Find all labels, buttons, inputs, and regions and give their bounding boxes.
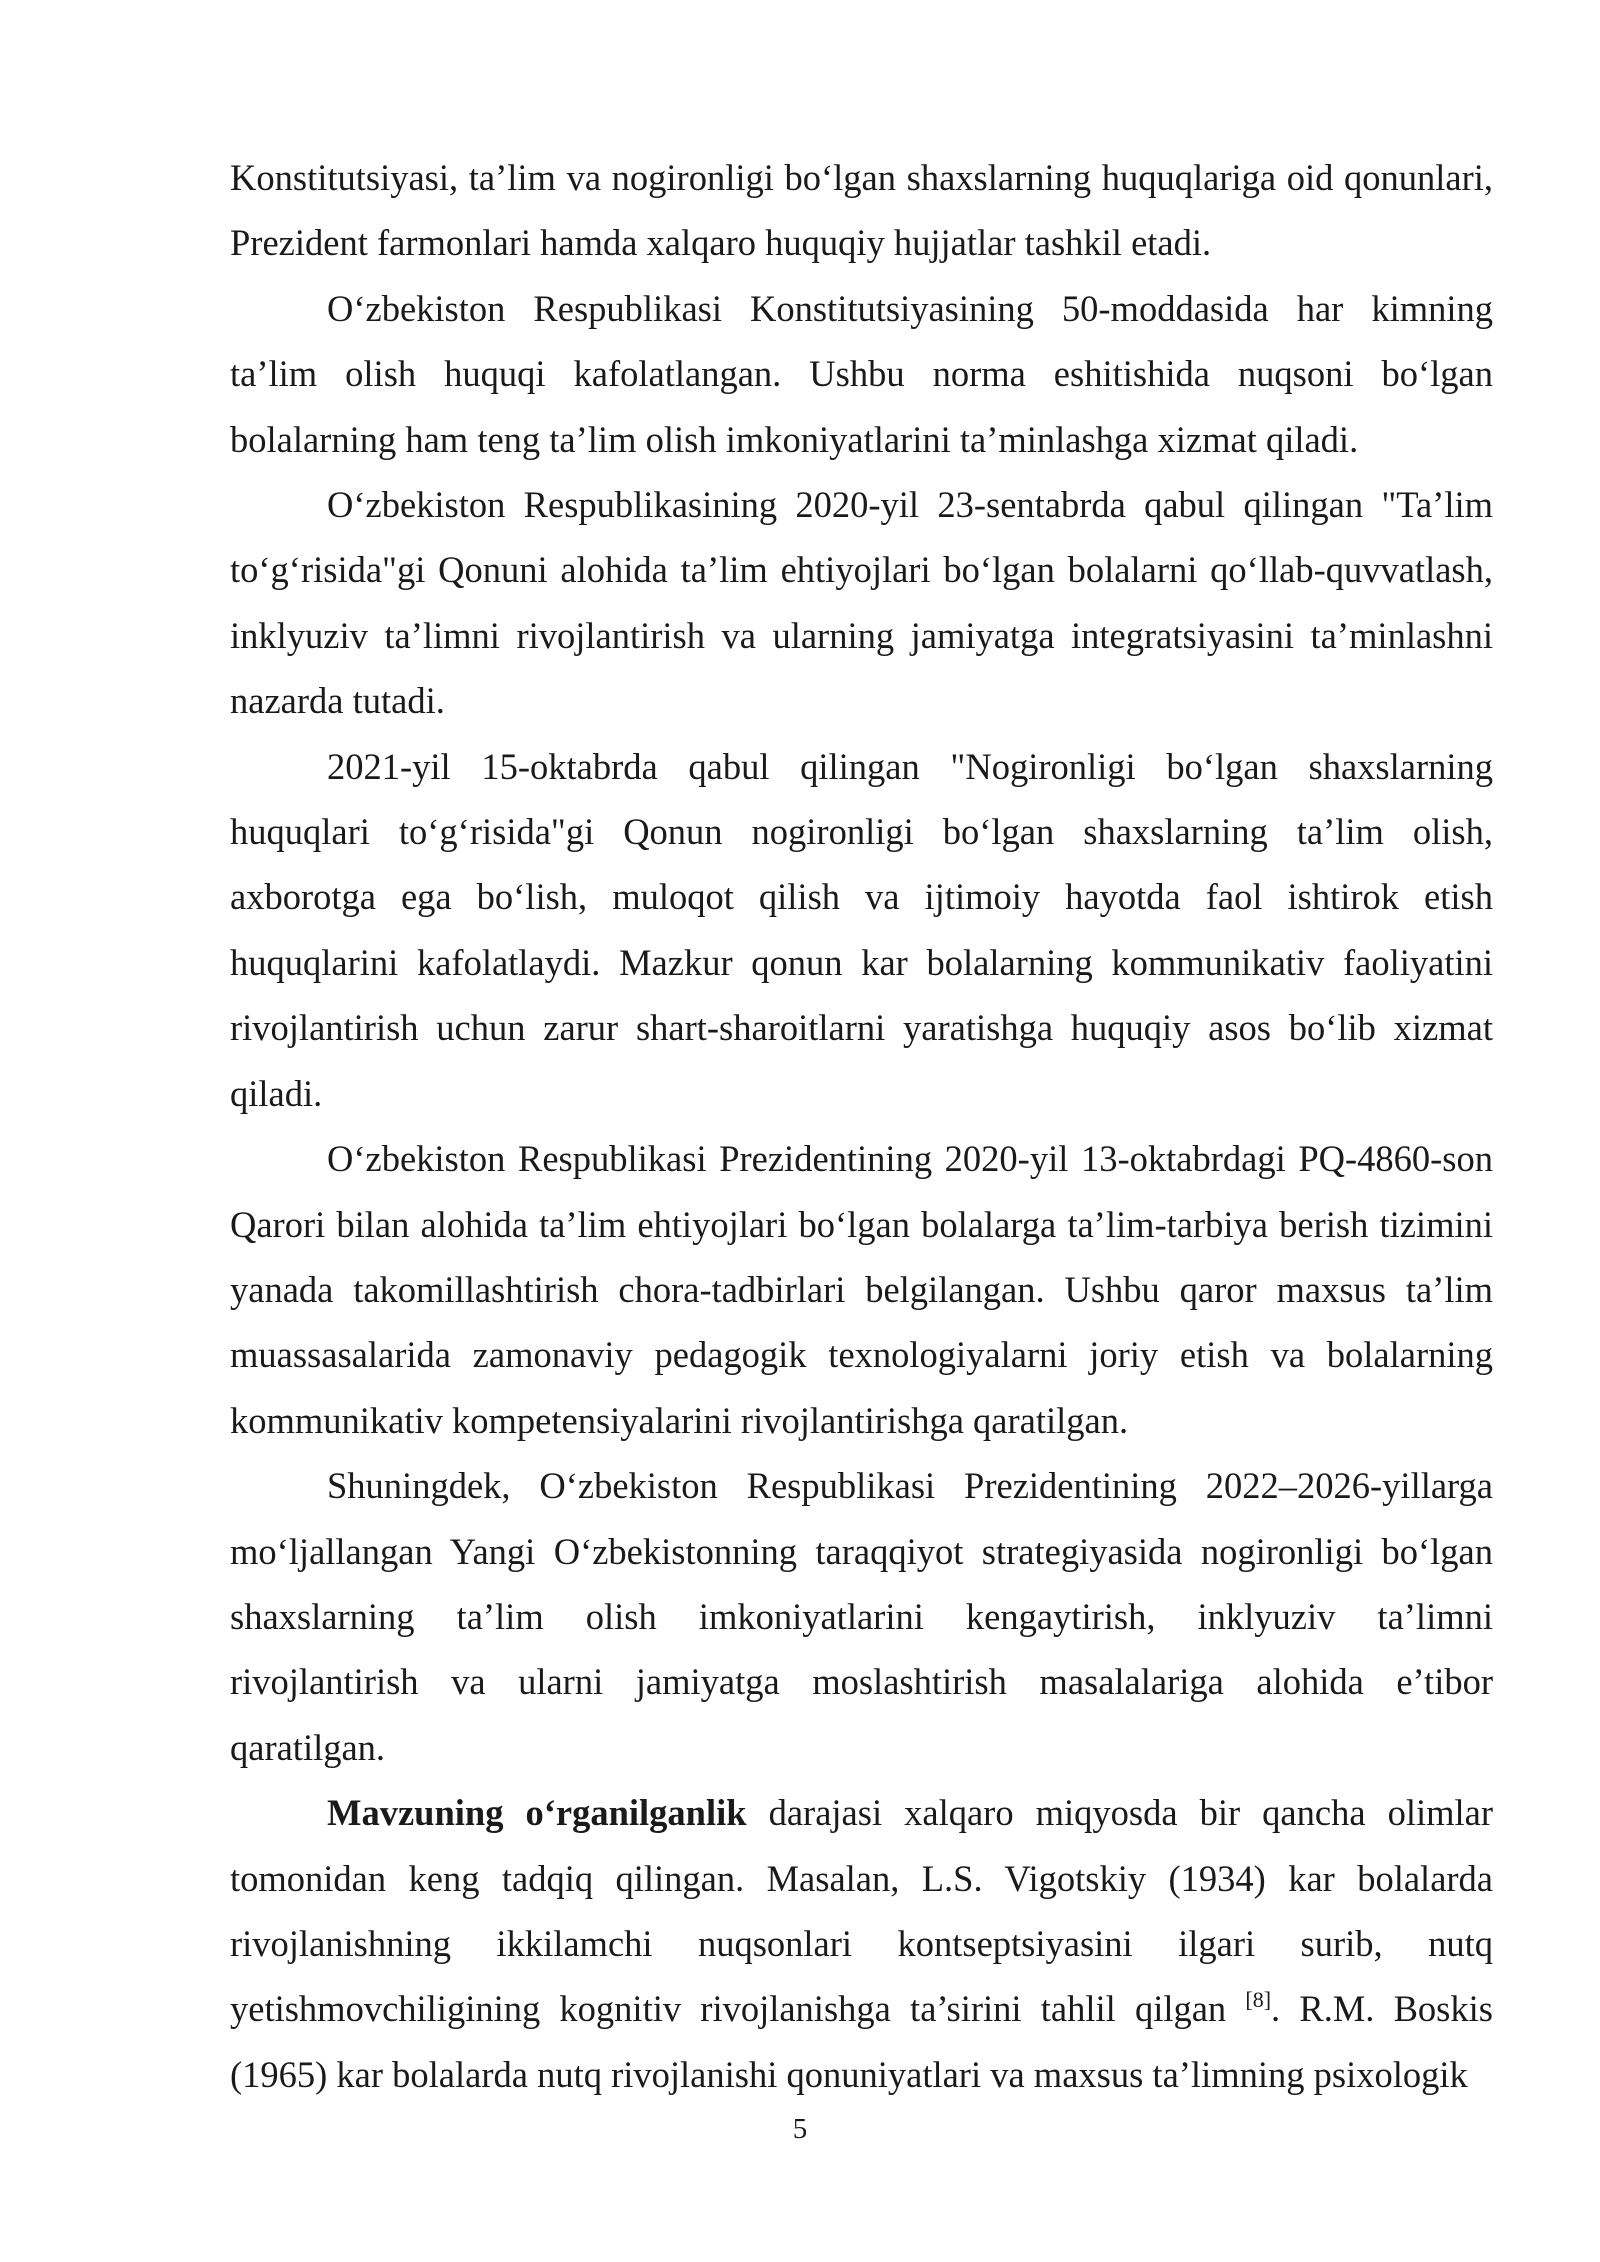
- paragraph-7-continuation: . R.M. Boskis (1965) kar bolalarda nutq rivojlanishi qonuniyatlari va maxsus ta’limning psixologik: [230, 1988, 1493, 2095]
- paragraph-1: Konstitutsiyasi, ta’lim va nogironligi bo‘lgan shaxslarning huquqlariga oid qonunlari, Prezident farmonlari hamda xalqaro huquqiy hujjatlar tashkil etadi.: [230, 157, 1493, 264]
- body-text: [230, 145, 1493, 2107]
- paragraph-7-text: darajasi xalqaro miqyosda bir qancha olimlar tomonidan keng tadqiq qilingan. Masalan, L.S. Vigotskiy (1934) kar bolalarda rivojlanishning ikkilamchi nuqsonlari kontseptsiyasini ilgari surib, nutq yetishmovchiligining kognitiv rivojlanishga ta’sirini tahlil qilgan: [230, 1792, 1493, 2030]
- paragraph-2: O‘zbekiston Respublikasi Konstitutsiyasining 50-moddasida har kimning ta’lim olish huquqi kafolatlangan. Ushbu norma eshitishida nuqsoni bo‘lgan bolalarning ham teng ta’lim olish imkoniyatlarini ta’minlashga xizmat qiladi.: [230, 287, 1493, 460]
- paragraph-5: O‘zbekiston Respublikasi Prezidentining 2020-yil 13-oktabrdagi PQ-4860-son Qarori bilan alohida ta’lim ehtiyojlari bo‘lgan bolalarga ta’lim-tarbiya berish tizimini yanada takomillashtirish chora-tadbirlari belgilangan. Ushbu qaror maxsus ta’lim muassasalarida zamonaviy pedagogik texnologiyalarni joriy etish va bolalarning kommunikativ kompetensiyalarini rivojlantirishga qaratilgan.: [230, 1138, 1493, 1441]
- reference-marker: [8]: [1245, 1987, 1272, 2013]
- page-number: 5: [792, 2113, 808, 2145]
- paragraph-4: 2021-yil 15-oktabrda qabul qilingan "Nogironligi bo‘lgan shaxslarning huquqlari to‘g‘risida"gi Qonun nogironligi bo‘lgan shaxslarning ta’lim olish, axborotga ega bo‘lish, muloqot qilish va ijtimoiy hayotda faol ishtirok etish huquqlarini kafolatlaydi. Mazkur qonun kar bolalarning kommunikativ faoliyatini rivojlantirish uchun zarur shart-sharoitlarni yaratishga huquqiy asos bo‘lib xizmat qiladi.: [230, 745, 1493, 1114]
- paragraph-6: Shuningdek, O‘zbekiston Respublikasi Prezidentining 2022–2026-yillarga mo‘ljallangan Yangi O‘zbekistonning taraqqiyot strategiyasida nogironligi bo‘lgan shaxslarning ta’lim olish imkoniyatlarini kengaytirish, inklyuziv ta’limni rivojlantirish va ularni jamiyatga moslashtirish masalalariga alohida e’tibor qaratilgan.: [230, 1465, 1493, 1768]
- paragraph-7: [230, 1780, 1493, 2107]
- paragraph-3: O‘zbekiston Respublikasining 2020-yil 23-sentabrda qabul qilingan "Ta’lim to‘g‘risida"gi Qonuni alohida ta’lim ehtiyojlari bo‘lgan bolalarni qo‘llab-quvvatlash, inklyuziv ta’limni rivojlantirish va ularning jamiyatga integratsiyasini ta’minlashni nazarda tutadi.: [230, 484, 1493, 722]
- bold-lead: Mavzuning o‘rganilganlik: [327, 1792, 747, 1834]
